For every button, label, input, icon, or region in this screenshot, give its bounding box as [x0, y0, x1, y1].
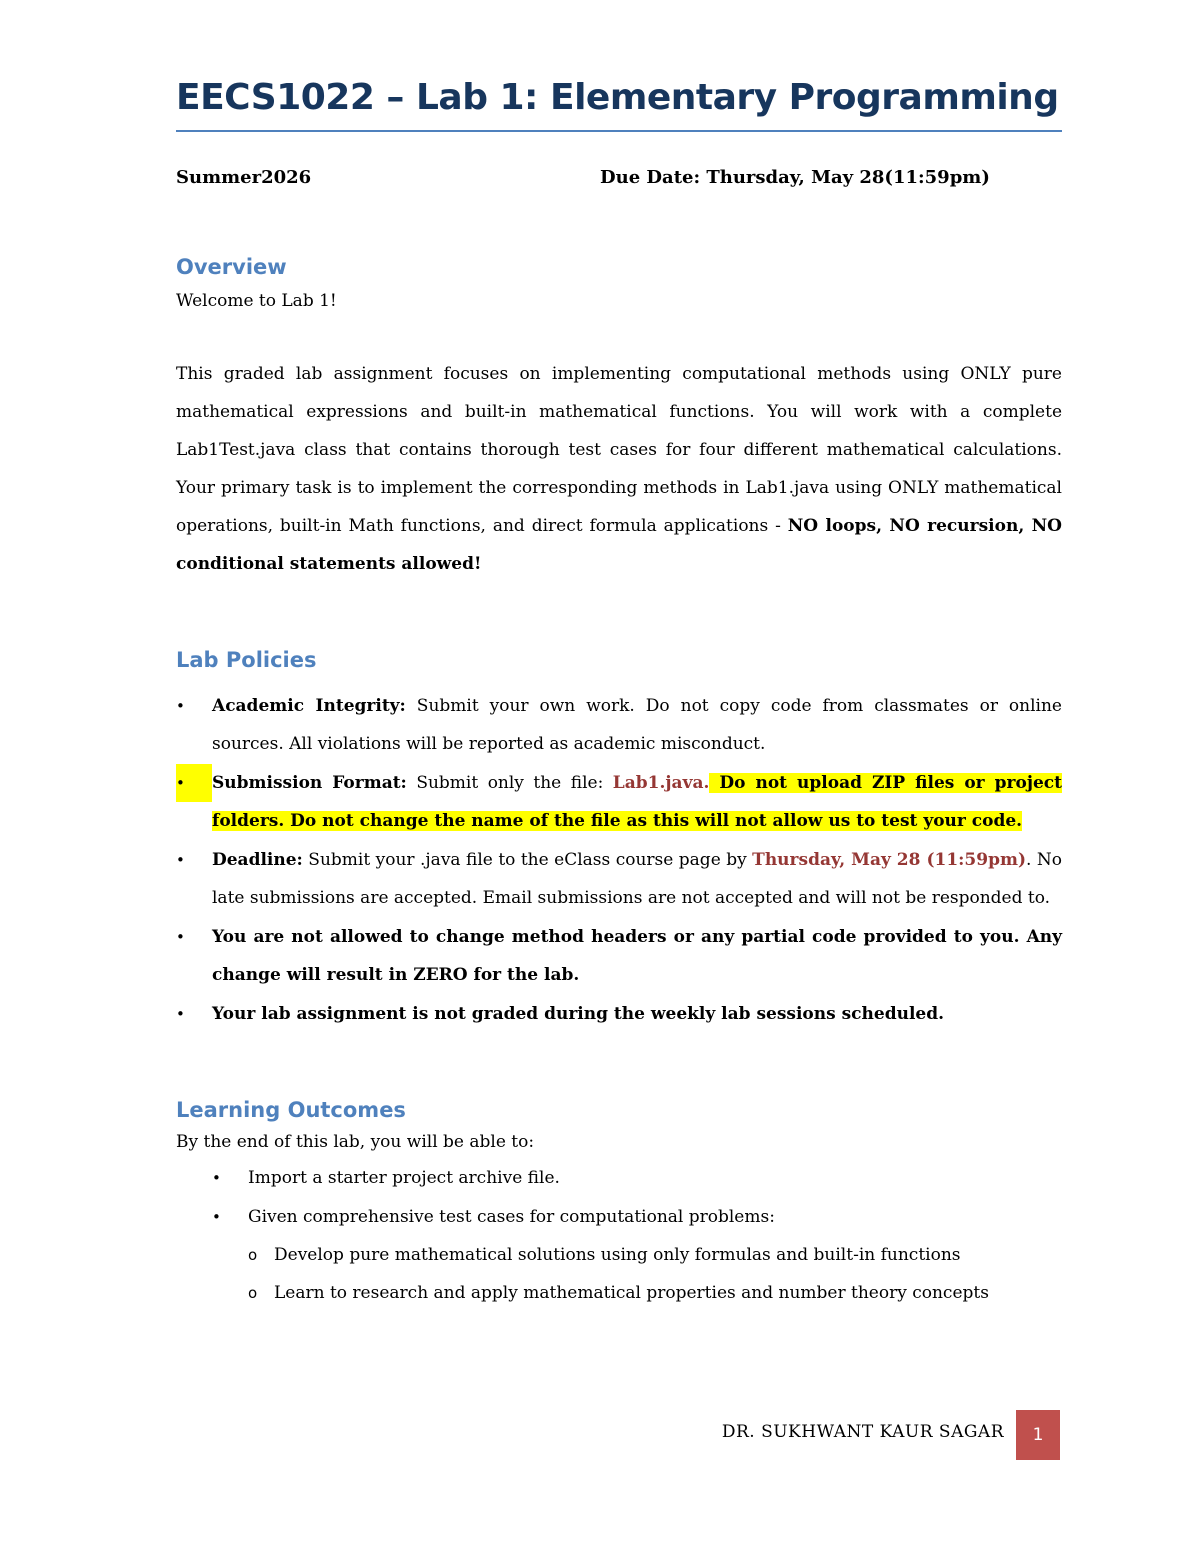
outcome-text: Import a starter project archive file. — [248, 1168, 560, 1188]
hollow-circle-icon: o — [248, 1284, 258, 1302]
submission-file-name: Lab1.java — [612, 773, 704, 793]
bullet-dot-icon: • — [176, 697, 185, 715]
welcome-text: Welcome to Lab 1! — [176, 291, 337, 311]
policy-label: Submission Format: — [212, 773, 407, 793]
document-title: EECS1022 – Lab 1: Elementary Programming — [176, 77, 1059, 118]
bullet-dot-icon: • — [176, 851, 185, 869]
policy-text: Your lab assignment is not graded during the weekly lab sessions scheduled. — [212, 1004, 945, 1024]
bullet-dot-icon: • — [176, 764, 212, 802]
submission-warning-highlight: Do not upload ZIP files or project folders. Do not change the name of the file as this will not allow us to test your code. — [212, 773, 1062, 831]
policies-list — [176, 687, 1062, 1033]
list-item — [176, 764, 1062, 840]
outcome-subtext: Develop pure mathematical solutions using only formulas and built-in functions — [274, 1245, 961, 1265]
outcomes-heading: Learning Outcomes — [176, 1098, 406, 1122]
hollow-circle-icon: o — [248, 1246, 258, 1264]
list-item — [176, 918, 1062, 994]
overview-heading: Overview — [176, 255, 287, 279]
policy-label: Deadline: — [212, 850, 303, 870]
list-item — [212, 1198, 1062, 1312]
policy-text: . No late submissions are accepted. Email submissions are not accepted and will not be responded to. — [212, 850, 1062, 908]
bullet-dot-icon: • — [176, 928, 185, 946]
document-page — [176, 70, 1062, 1313]
list-item — [212, 1159, 1062, 1197]
overview-body: This graded lab assignment focuses on implementing computational methods using ONLY pure mathematical expressions and built-in mathematical functions. You will work with a complete Lab1Test.java class that contains thorough test cases for four different mathematical calculations. Your primary task is to implement the corresponding methods in Lab1.java using ONLY mathematical operations, built-in Math functions, and direct formula applications - — [176, 364, 1062, 536]
deadline-date: Thursday, May 28 (11:59pm) — [752, 850, 1026, 870]
bullet-dot-icon: • — [212, 1208, 221, 1226]
outcome-subtext: Learn to research and apply mathematical properties and number theory concepts — [274, 1283, 989, 1303]
page-number: 1 — [1016, 1410, 1060, 1460]
outcomes-sublist — [248, 1236, 1062, 1312]
policy-text: You are not allowed to change method headers or any partial code provided to you. Any change will result in ZERO for the lab. — [212, 927, 1062, 985]
overview-constraints: NO loops, NO recursion, NO conditional statements allowed! — [176, 516, 1062, 574]
policy-text: Submit your own work. Do not copy code from classmates or online sources. All violations will be reported as academic misconduct. — [212, 696, 1062, 754]
policy-text: . — [703, 773, 710, 793]
due-date: Due Date: Thursday, May 28(11:59pm) — [600, 167, 990, 188]
policy-label: Academic Integrity: — [212, 696, 406, 716]
list-item — [248, 1236, 1062, 1274]
overview-paragraph — [176, 355, 1062, 583]
list-item — [176, 995, 1062, 1033]
outcomes-list — [176, 1159, 1062, 1312]
policies-heading: Lab Policies — [176, 648, 317, 672]
list-item — [176, 687, 1062, 763]
policy-text: Submit only the file: — [406, 773, 613, 793]
bullet-dot-icon: • — [176, 1005, 185, 1023]
outcome-text: Given comprehensive test cases for computational problems: — [248, 1207, 775, 1227]
policy-text: Submit your .java file to the eClass course page by — [302, 850, 753, 870]
author-name: DR. SUKHWANT KAUR SAGAR — [721, 1422, 1004, 1442]
list-item — [248, 1274, 1062, 1312]
list-item — [176, 841, 1062, 917]
term-label: Summer2026 — [176, 167, 312, 188]
page-footer — [0, 1410, 1200, 1460]
meta-row — [176, 164, 1062, 192]
outcomes-intro: By the end of this lab, you will be able to: — [176, 1132, 535, 1152]
bullet-dot-icon: • — [212, 1169, 221, 1187]
title-underline — [176, 130, 1062, 132]
